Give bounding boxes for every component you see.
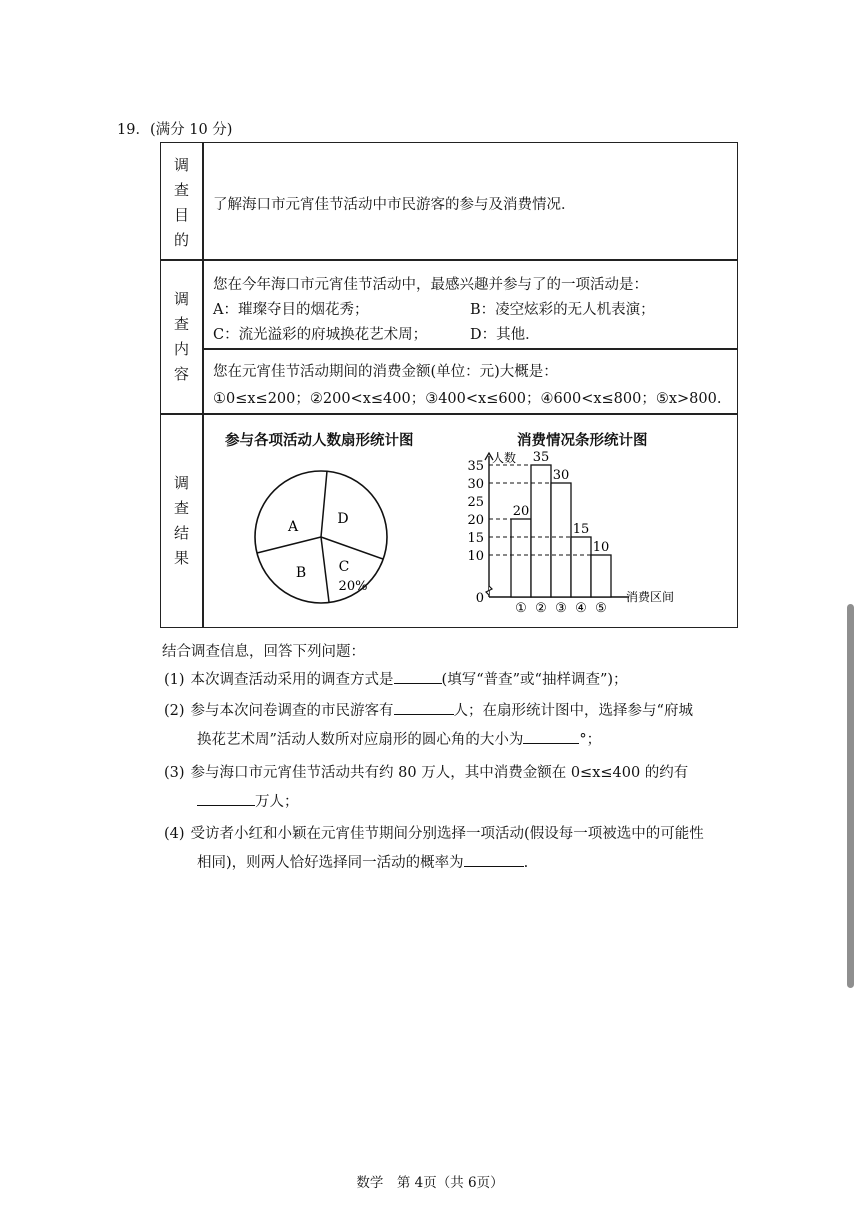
option-a: A：璀璨夺目的烟花秀； — [213, 302, 369, 318]
y-tick-label: 35 — [467, 459, 484, 474]
bar-value-label: 35 — [532, 450, 550, 465]
pie-label-c: C — [338, 559, 350, 575]
axis-break — [486, 586, 492, 595]
bar-chart-title: 消费情况条形统计图 — [517, 433, 648, 449]
question-4: (4) 受访者小红和小颖在元宵佳节期间分别选择一项活动(假设每一项被选中的可能性 — [164, 826, 704, 842]
pie-chart — [251, 463, 391, 613]
scrollbar-thumb[interactable] — [847, 604, 854, 988]
bar — [591, 555, 611, 597]
bar-chart — [457, 448, 697, 624]
inner-divider — [202, 348, 738, 350]
bar — [571, 537, 591, 597]
x-tick-label: ⑤ — [595, 601, 607, 616]
pie-label-b: B — [295, 565, 307, 581]
blank-3 — [197, 793, 255, 806]
x-axis-label: 消费区间 — [626, 590, 675, 604]
row-label-result: 调 查 结 果 — [173, 474, 189, 567]
x-tick-label: ③ — [555, 601, 567, 616]
option-b: B：凌空炫彩的无人机表演； — [470, 302, 655, 318]
question-4-cont: 相同)，则两人恰好选择同一活动的概率为 . — [197, 855, 529, 871]
column-divider — [202, 143, 204, 627]
x-tick-label: ② — [535, 601, 547, 616]
question-3-cont: 万人； — [197, 790, 299, 811]
y-tick-label: 15 — [467, 531, 484, 546]
blank-4 — [464, 854, 524, 867]
blank-2b — [523, 731, 579, 744]
question-number: 19．(满分 10 分) — [117, 122, 233, 138]
y-tick-label: 30 — [467, 477, 484, 492]
bar-value-label: 30 — [552, 468, 570, 483]
row-divider — [161, 259, 737, 261]
page-footer: 数学 第 4页（共 6页） — [356, 1175, 504, 1191]
survey-table — [160, 142, 738, 628]
pie-divider-ad — [321, 471, 327, 537]
x-tick-label: ④ — [575, 601, 587, 616]
question-1: (1) 本次调查活动采用的调查方式是 (填写“普查”或“抽样调查”)； — [164, 672, 628, 688]
pie-divider-cd — [321, 537, 383, 559]
row-divider — [161, 413, 737, 415]
bar — [531, 465, 551, 597]
question-3: (3) 参与海口市元宵佳节活动共有约 80 万人，其中消费金额在 0≤x≤400 的约有 — [164, 765, 689, 781]
bar — [511, 519, 531, 597]
pie-divider-ab — [257, 537, 321, 553]
pie-label-d: D — [337, 511, 349, 527]
purpose-text: 了解海口市元宵佳节活动中市民游客的参与及消费情况． — [213, 197, 576, 213]
blank-2a — [394, 702, 454, 715]
pie-label-c-percent: 20% — [338, 579, 368, 594]
option-c: C：流光溢彩的府城换花艺术周； — [213, 327, 428, 343]
row-label-purpose: 调 查 目 的 — [173, 156, 189, 249]
y-tick-label: 0 — [475, 591, 484, 606]
bar-chart-bars — [489, 450, 611, 616]
spending-intro: 您在元宵佳节活动期间的消费金额(单位：元)大概是： — [213, 364, 558, 380]
instructions: 结合调查信息，回答下列问题： — [162, 644, 365, 660]
y-tick-label: 10 — [467, 549, 484, 564]
bar-value-label: 10 — [592, 540, 610, 555]
blank-1 — [394, 671, 442, 684]
bar — [551, 483, 571, 597]
pie-divider-bc — [321, 537, 329, 602]
pie-chart-title: 参与各项活动人数扇形统计图 — [225, 433, 414, 449]
bar-value-label: 15 — [572, 522, 590, 537]
question-2: (2) 参与本次问卷调查的市民游客有 人；在扇形统计图中，选择参与“府城 — [164, 703, 693, 719]
bar-value-label: 20 — [512, 504, 530, 519]
content-intro: 您在今年海口市元宵佳节活动中，最感兴趣并参与了的一项活动是： — [213, 277, 648, 293]
row-label-content: 调 查 内 容 — [173, 290, 189, 383]
question-2-cont: 换花艺术周”活动人数所对应扇形的圆心角的大小为 °； — [197, 732, 602, 748]
spending-ranges: ①0≤x≤200；②200<x≤400；③400<x≤600；④600<x≤800；⑤x>800. — [213, 391, 722, 407]
x-tick-label: ① — [515, 601, 527, 616]
y-tick-label: 20 — [467, 513, 484, 528]
pie-label-a: A — [287, 519, 299, 535]
y-tick-label: 25 — [467, 495, 484, 510]
option-d: D：其他． — [470, 327, 540, 343]
y-axis-label: 人数 — [492, 451, 517, 465]
